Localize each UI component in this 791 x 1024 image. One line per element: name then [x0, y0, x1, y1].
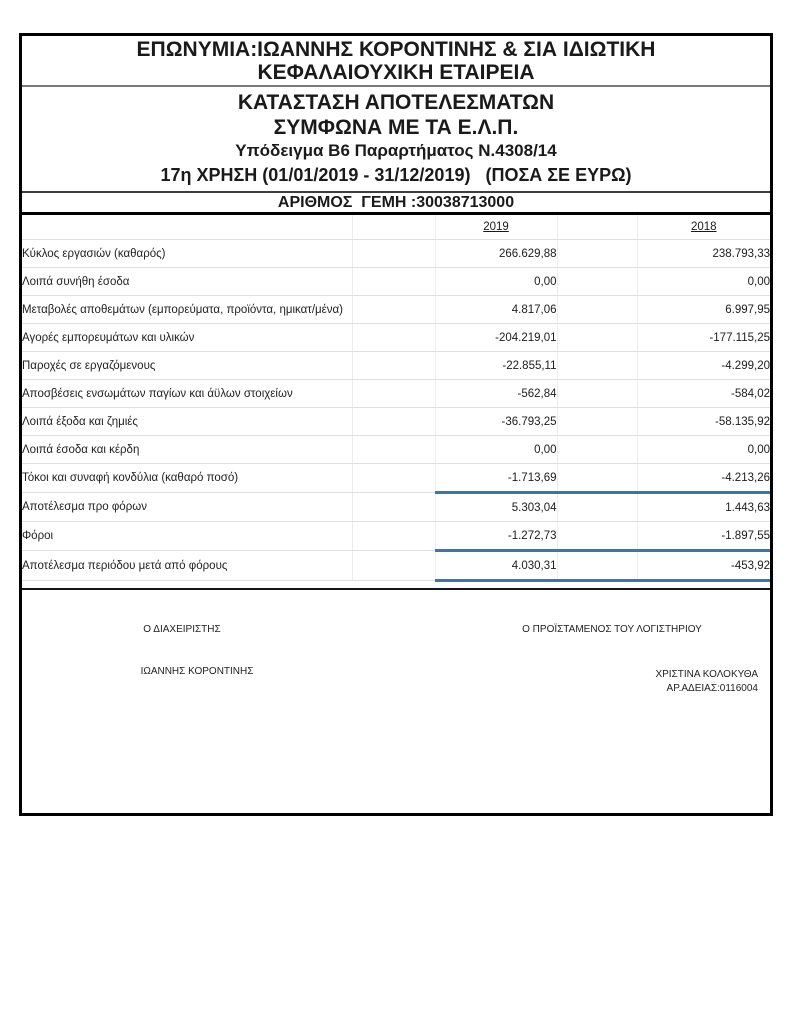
row-gap-cell	[352, 380, 435, 408]
row-gap-cell	[352, 296, 435, 324]
row-label: Μεταβολές αποθεμάτων (εμπορεύματα, προϊόντα, ημικατ/μένα)	[22, 296, 352, 324]
row-value-2019: 0,00	[435, 268, 557, 296]
table-row	[22, 493, 770, 522]
row-gap-cell	[352, 522, 435, 551]
row-value-2018: -1.897,55	[637, 522, 770, 551]
row-label: Τόκοι και συναφή κονδύλια (καθαρό ποσό)	[22, 464, 352, 493]
row-value-2019: 266.629,88	[435, 240, 557, 268]
table-row	[22, 551, 770, 581]
table-row	[22, 522, 770, 551]
row-gap-cell	[557, 436, 637, 464]
table-header-row	[22, 215, 770, 240]
row-gap-cell	[352, 436, 435, 464]
row-label: Φόροι	[22, 522, 352, 551]
row-label: Λοιπά έξοδα και ζημιές	[22, 408, 352, 436]
registry-number: ΑΡΙΘΜΟΣ ΓΕΜΗ :30038713000	[22, 193, 770, 215]
table-row	[22, 240, 770, 268]
company-name-line2: ΚΕΦΑΛΑΙΟΥΧΙΚΗ ΕΤΑΙΡΕΙΑ	[257, 61, 535, 84]
row-gap-cell	[557, 464, 637, 493]
row-value-2019: -1.272,73	[435, 522, 557, 551]
statement-title-block	[22, 87, 770, 193]
row-label: Λοιπά έσοδα και κέρδη	[22, 436, 352, 464]
row-gap-cell	[557, 324, 637, 352]
table-row	[22, 408, 770, 436]
row-value-2019: 4.817,06	[435, 296, 557, 324]
row-value-2019: 4.030,31	[435, 551, 557, 581]
table-row	[22, 380, 770, 408]
row-gap-cell	[352, 551, 435, 581]
accountant-title: Ο ΠΡΟΪΣΤΑΜΕΝΟΣ ΤΟΥ ΛΟΓΙΣΤΗΡΙΟΥ	[522, 624, 702, 635]
table-end-divider	[22, 588, 770, 590]
accountant-signature-block	[518, 668, 758, 696]
row-value-2018: 6.997,95	[637, 296, 770, 324]
table-row	[22, 268, 770, 296]
row-gap-cell	[557, 352, 637, 380]
row-value-2018: -4.213,26	[637, 464, 770, 493]
table-row	[22, 324, 770, 352]
manager-title: Ο ΔΙΑΧΕΙΡΙΣΤΗΣ	[143, 624, 221, 635]
row-value-2019: -204.219,01	[435, 324, 557, 352]
row-label: Αποτέλεσμα προ φόρων	[22, 493, 352, 522]
row-gap-cell	[557, 240, 637, 268]
row-label: Παροχές σε εργαζόμενους	[22, 352, 352, 380]
row-value-2019: -562,84	[435, 380, 557, 408]
row-label: Αποσβέσεις ενσωμάτων παγίων και άϋλων στοιχείων	[22, 380, 352, 408]
row-gap-cell	[557, 380, 637, 408]
header-gap-cell	[352, 215, 435, 240]
row-gap-cell	[352, 352, 435, 380]
header-label-cell	[22, 215, 352, 240]
statement-subtitle: ΣΥΜΦΩΝΑ ΜΕ ΤΑ Ε.Λ.Π.	[273, 116, 519, 139]
table-row	[22, 352, 770, 380]
table-row	[22, 464, 770, 493]
row-value-2018: -584,02	[637, 380, 770, 408]
row-value-2018: 238.793,33	[637, 240, 770, 268]
row-value-2019: -1.713,69	[435, 464, 557, 493]
statement-table-body	[22, 240, 770, 581]
row-gap-cell	[352, 493, 435, 522]
row-value-2018: -453,92	[637, 551, 770, 581]
company-title-block	[22, 36, 770, 87]
row-value-2019: -22.855,11	[435, 352, 557, 380]
accountant-name: ΧΡΙΣΤΙΝΑ ΚΟΛΟΚΥΘΑ	[655, 669, 758, 680]
row-gap-cell	[557, 296, 637, 324]
income-statement-table	[22, 215, 770, 582]
row-gap-cell	[557, 551, 637, 581]
row-value-2019: 0,00	[435, 436, 557, 464]
row-label: Λοιπά συνήθη έσοδα	[22, 268, 352, 296]
statement-title: ΚΑΤΑΣΤΑΣΗ ΑΠΟΤΕΛΕΣΜΑΤΩΝ	[237, 91, 555, 114]
row-gap-cell	[557, 493, 637, 522]
row-value-2018: -177.115,25	[637, 324, 770, 352]
column-header-2019: 2019	[435, 215, 557, 240]
row-value-2018: -4.299,20	[637, 352, 770, 380]
table-row	[22, 296, 770, 324]
row-value-2018: 0,00	[637, 436, 770, 464]
company-name-line1: ΕΠΩΝΥΜΙΑ:ΙΩΑΝΝΗΣ ΚΟΡΟΝΤΙΝΗΣ & ΣΙΑ ΙΔΙΩΤΙΚΗ	[136, 38, 656, 61]
row-gap-cell	[557, 408, 637, 436]
row-value-2018: 0,00	[637, 268, 770, 296]
row-gap-cell	[352, 464, 435, 493]
row-gap-cell	[352, 268, 435, 296]
row-label: Αγορές εμπορευμάτων και υλικών	[22, 324, 352, 352]
row-gap-cell	[352, 240, 435, 268]
row-value-2018: 1.443,63	[637, 493, 770, 522]
row-label: Κύκλος εργασιών (καθαρός)	[22, 240, 352, 268]
header-gap-cell	[557, 215, 637, 240]
fiscal-period: 17η ΧΡΗΣΗ (01/01/2019 - 31/12/2019) (ΠΟΣΑ ΣΕ ΕΥΡΩ)	[160, 165, 632, 185]
statement-sheet	[19, 33, 773, 816]
table-row	[22, 436, 770, 464]
accountant-license: ΑΡ.ΑΔΕΙΑΣ:0116004	[666, 683, 758, 694]
row-value-2018: -58.135,92	[637, 408, 770, 436]
row-value-2019: 5.303,04	[435, 493, 557, 522]
row-value-2019: -36.793,25	[435, 408, 557, 436]
manager-name: ΙΩΑΝΝΗΣ ΚΟΡΟΝΤΙΝΗΣ	[140, 666, 254, 677]
row-gap-cell	[557, 522, 637, 551]
row-gap-cell	[557, 268, 637, 296]
row-gap-cell	[352, 324, 435, 352]
column-header-2018: 2018	[637, 215, 770, 240]
row-label: Αποτέλεσμα περιόδου μετά από φόρους	[22, 551, 352, 581]
template-reference: Υπόδειγμα Β6 Παραρτήματος Ν.4308/14	[235, 141, 557, 160]
row-gap-cell	[352, 408, 435, 436]
